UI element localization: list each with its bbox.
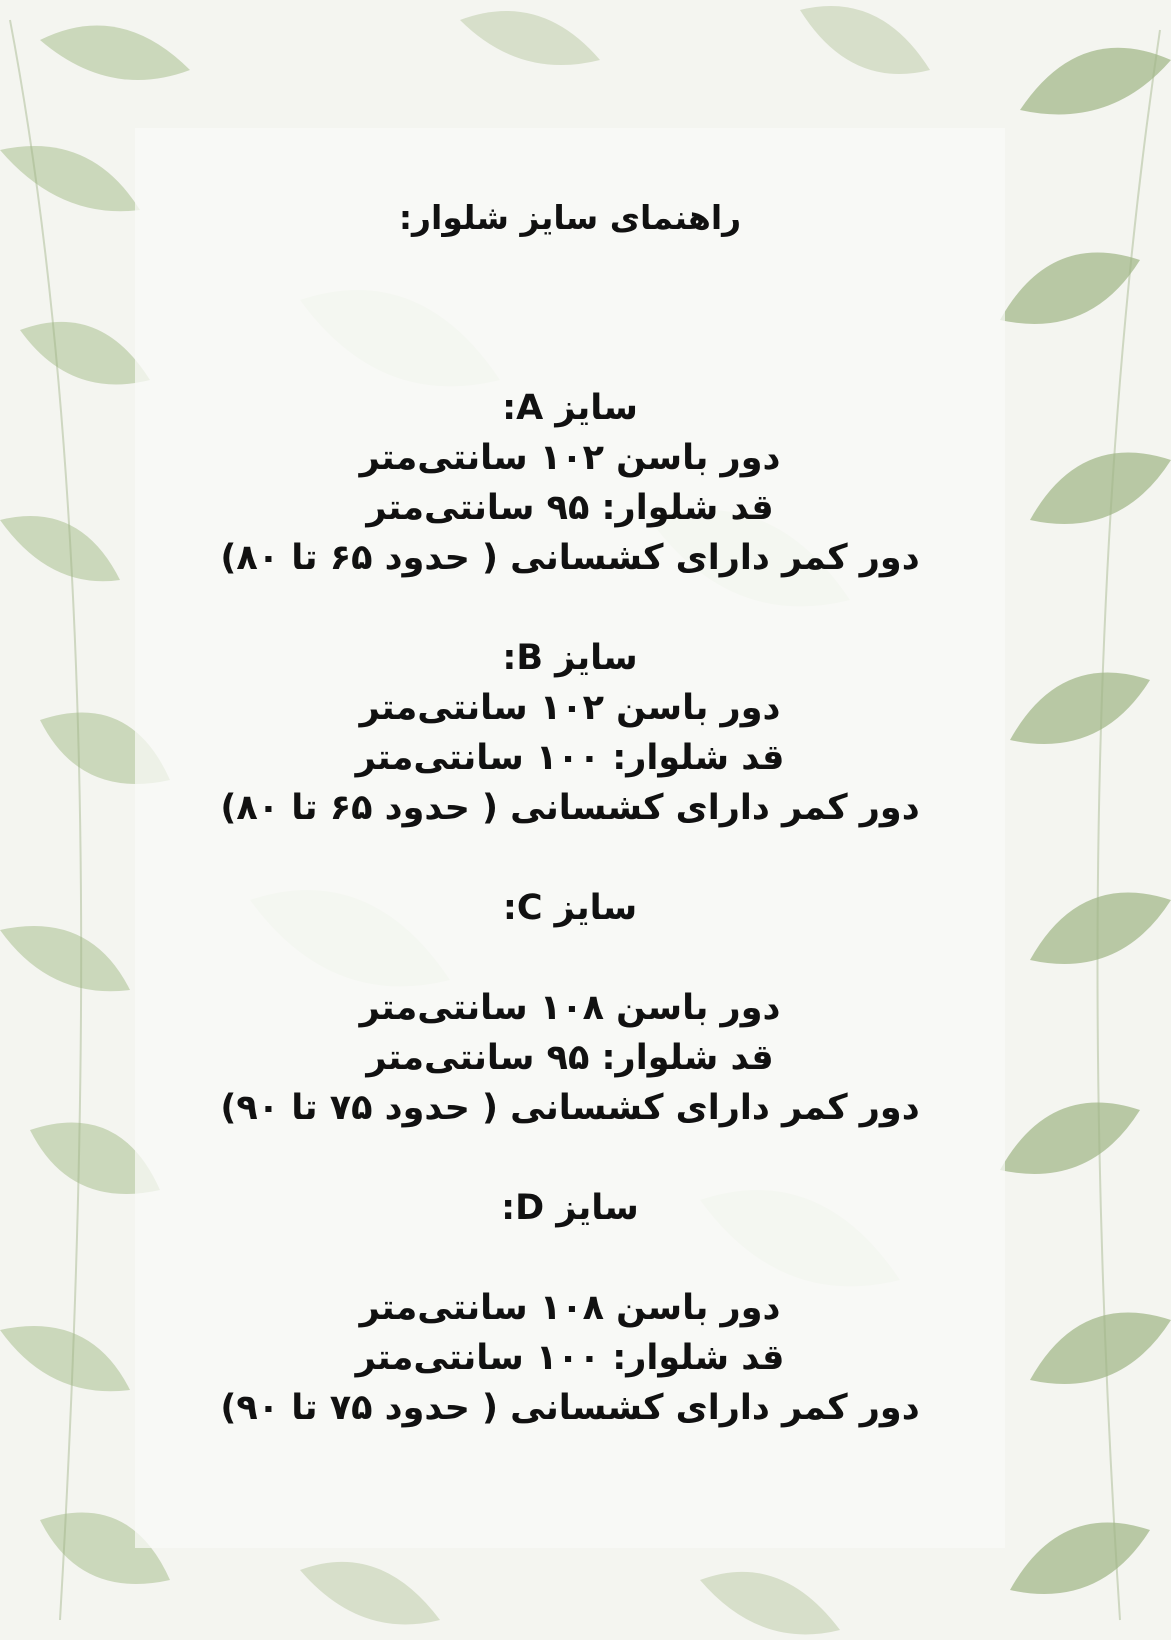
pants-length: قد شلوار: ۱۰۰ سانتی‌متر <box>355 738 785 778</box>
size-section-c <box>135 883 1005 1133</box>
hip-measurement: دور باسن ۱۰۲ سانتی‌متر <box>359 438 781 478</box>
hip-measurement: دور باسن ۱۰۲ سانتی‌متر <box>359 688 781 728</box>
size-heading: سایز A: <box>502 388 638 428</box>
hip-measurement: دور باسن ۱۰۸ سانتی‌متر <box>359 988 781 1028</box>
pants-length: قد شلوار: ۹۵ سانتی‌متر <box>366 488 774 528</box>
size-section-d <box>135 1183 1005 1433</box>
waist-measurement: دور کمر دارای کشسانی ( حدود ۷۵ تا ۹۰) <box>220 1388 920 1428</box>
size-heading: سایز B: <box>502 638 638 678</box>
size-guide <box>135 128 1005 1548</box>
waist-measurement: دور کمر دارای کشسانی ( حدود ۶۵ تا ۸۰) <box>220 538 920 578</box>
waist-measurement: دور کمر دارای کشسانی ( حدود ۶۵ تا ۸۰) <box>220 788 920 828</box>
size-section-a <box>135 383 1005 583</box>
pants-length: قد شلوار: ۱۰۰ سانتی‌متر <box>355 1338 785 1378</box>
page-title: راهنمای سایز شلوار: <box>398 198 742 237</box>
size-heading: سایز C: <box>502 888 638 928</box>
size-heading: سایز D: <box>501 1188 639 1228</box>
hip-measurement: دور باسن ۱۰۸ سانتی‌متر <box>359 1288 781 1328</box>
waist-measurement: دور کمر دارای کشسانی ( حدود ۷۵ تا ۹۰) <box>220 1088 920 1128</box>
size-section-b <box>135 633 1005 833</box>
pants-length: قد شلوار: ۹۵ سانتی‌متر <box>366 1038 774 1078</box>
